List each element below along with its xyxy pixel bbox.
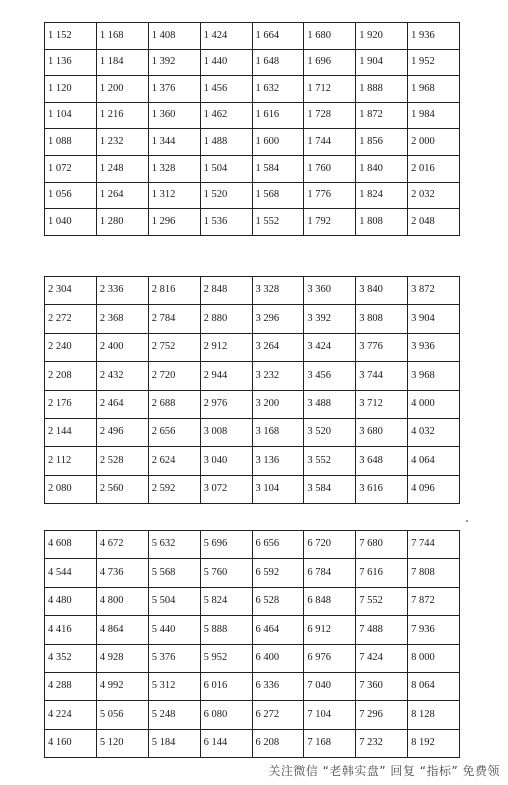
watermark-text: 关注微信 “老韩实盘” 回复 “指标” 免费领 <box>268 764 500 778</box>
table-cell: 2 464 <box>96 390 148 418</box>
table-cell: 5 248 <box>148 701 200 729</box>
table-cell: 1 504 <box>200 155 252 182</box>
table-cell: 1 040 <box>45 209 97 236</box>
table-cell: 7 488 <box>356 616 408 644</box>
table-cell: 2 080 <box>45 475 97 503</box>
table-cell: 3 360 <box>304 277 356 305</box>
table-cell: 1 936 <box>408 23 460 50</box>
table-cell: 7 168 <box>304 729 356 757</box>
table-cell: 1 856 <box>356 129 408 156</box>
table-cell: 1 648 <box>252 49 304 76</box>
table-cell: 1 216 <box>96 102 148 129</box>
table-row <box>45 587 460 615</box>
table-cell: 5 504 <box>148 587 200 615</box>
table-cell: 3 328 <box>252 277 304 305</box>
table-cell: 4 864 <box>96 616 148 644</box>
table-cell: 5 056 <box>96 701 148 729</box>
table-cell: 2 560 <box>96 475 148 503</box>
table-cell: 3 488 <box>304 390 356 418</box>
table-cell: 7 296 <box>356 701 408 729</box>
table-cell: 3 232 <box>252 362 304 390</box>
table-cell: 2 176 <box>45 390 97 418</box>
table-row <box>45 390 460 418</box>
table-cell: 1 456 <box>200 76 252 103</box>
table-cell: 3 648 <box>356 447 408 475</box>
table-cell: 1 104 <box>45 102 97 129</box>
table-row <box>45 531 460 559</box>
table-cell: 4 288 <box>45 672 97 700</box>
table-cell: 7 232 <box>356 729 408 757</box>
table-cell: 1 552 <box>252 209 304 236</box>
table-cell: 6 528 <box>252 587 304 615</box>
table-cell: 1 568 <box>252 182 304 209</box>
table-cell: 5 952 <box>200 644 252 672</box>
table-cell: 1 248 <box>96 155 148 182</box>
table-cell: 1 744 <box>304 129 356 156</box>
table-row <box>45 701 460 729</box>
table-cell: 6 336 <box>252 672 304 700</box>
table-cell: 3 712 <box>356 390 408 418</box>
table-cell: 2 208 <box>45 362 97 390</box>
number-table-3 <box>44 530 460 758</box>
table-cell: 5 120 <box>96 729 148 757</box>
table-cell: 8 128 <box>408 701 460 729</box>
table-cell: 3 552 <box>304 447 356 475</box>
table-cell: 5 824 <box>200 587 252 615</box>
table-row <box>45 23 460 50</box>
table-cell: 2 000 <box>408 129 460 156</box>
table-cell: 7 360 <box>356 672 408 700</box>
table-row <box>45 76 460 103</box>
table-cell: 7 680 <box>356 531 408 559</box>
table-cell: 7 616 <box>356 559 408 587</box>
table-row <box>45 333 460 361</box>
table-cell: 1 168 <box>96 23 148 50</box>
table-row <box>45 129 460 156</box>
table-cell: 1 840 <box>356 155 408 182</box>
table-cell: 1 056 <box>45 182 97 209</box>
table-cell: 1 462 <box>200 102 252 129</box>
table-row <box>45 305 460 333</box>
table-cell: 1 616 <box>252 102 304 129</box>
number-table-2 <box>44 276 460 504</box>
table-cell: 2 528 <box>96 447 148 475</box>
table-cell: 3 744 <box>356 362 408 390</box>
table-cell: 2 752 <box>148 333 200 361</box>
table-cell: 6 272 <box>252 701 304 729</box>
table-cell: 4 992 <box>96 672 148 700</box>
table-cell: 5 312 <box>148 672 200 700</box>
table-row <box>45 475 460 503</box>
table-cell: 2 400 <box>96 333 148 361</box>
table-cell: 4 672 <box>96 531 148 559</box>
table-cell: 4 032 <box>408 418 460 446</box>
table-row <box>45 447 460 475</box>
table-cell: 2 032 <box>408 182 460 209</box>
table-cell: 1 904 <box>356 49 408 76</box>
table-cell: 2 624 <box>148 447 200 475</box>
table-cell: 4 064 <box>408 447 460 475</box>
table-cell: 3 776 <box>356 333 408 361</box>
table-cell: 2 112 <box>45 447 97 475</box>
table-row <box>45 102 460 129</box>
table-cell: 4 928 <box>96 644 148 672</box>
table-row <box>45 362 460 390</box>
table-cell: 1 696 <box>304 49 356 76</box>
table-cell: 8 064 <box>408 672 460 700</box>
table-cell: 7 744 <box>408 531 460 559</box>
table-cell: 3 168 <box>252 418 304 446</box>
table-cell: 2 272 <box>45 305 97 333</box>
table-cell: 2 944 <box>200 362 252 390</box>
scan-speck <box>466 520 468 522</box>
table-cell: 1 872 <box>356 102 408 129</box>
table-cell: 4 096 <box>408 475 460 503</box>
table-cell: 1 440 <box>200 49 252 76</box>
table-cell: 2 144 <box>45 418 97 446</box>
table-row <box>45 49 460 76</box>
table-cell: 2 720 <box>148 362 200 390</box>
table-cell: 3 424 <box>304 333 356 361</box>
table-cell: 1 424 <box>200 23 252 50</box>
table-cell: 1 344 <box>148 129 200 156</box>
table-cell: 3 936 <box>408 333 460 361</box>
table-cell: 2 656 <box>148 418 200 446</box>
table-cell: 3 968 <box>408 362 460 390</box>
table-cell: 7 808 <box>408 559 460 587</box>
table-cell: 2 592 <box>148 475 200 503</box>
table-cell: 3 296 <box>252 305 304 333</box>
table-cell: 1 808 <box>356 209 408 236</box>
table-cell: 1 280 <box>96 209 148 236</box>
table-cell: 6 912 <box>304 616 356 644</box>
table-cell: 2 336 <box>96 277 148 305</box>
table-cell: 2 880 <box>200 305 252 333</box>
table-row <box>45 418 460 446</box>
table-cell: 6 016 <box>200 672 252 700</box>
table-cell: 1 776 <box>304 182 356 209</box>
table-cell: 1 152 <box>45 23 97 50</box>
table-cell: 1 184 <box>96 49 148 76</box>
table-cell: 6 720 <box>304 531 356 559</box>
table-cell: 1 088 <box>45 129 97 156</box>
table-cell: 3 200 <box>252 390 304 418</box>
table-cell: 2 016 <box>408 155 460 182</box>
table-row <box>45 559 460 587</box>
table-cell: 3 008 <box>200 418 252 446</box>
table-cell: 4 000 <box>408 390 460 418</box>
table-cell: 1 312 <box>148 182 200 209</box>
table-row <box>45 616 460 644</box>
table-cell: 1 360 <box>148 102 200 129</box>
table-cell: 1 520 <box>200 182 252 209</box>
table-cell: 7 424 <box>356 644 408 672</box>
table-cell: 4 800 <box>96 587 148 615</box>
table-cell: 6 976 <box>304 644 356 672</box>
table-cell: 1 824 <box>356 182 408 209</box>
table-cell: 2 048 <box>408 209 460 236</box>
table-cell: 3 040 <box>200 447 252 475</box>
table-cell: 1 728 <box>304 102 356 129</box>
table-cell: 6 464 <box>252 616 304 644</box>
table-cell: 1 296 <box>148 209 200 236</box>
table-cell: 5 376 <box>148 644 200 672</box>
table-cell: 1 264 <box>96 182 148 209</box>
table-cell: 3 680 <box>356 418 408 446</box>
table-cell: 1 584 <box>252 155 304 182</box>
table-cell: 3 392 <box>304 305 356 333</box>
table-cell: 3 264 <box>252 333 304 361</box>
table-cell: 7 936 <box>408 616 460 644</box>
table-cell: 1 536 <box>200 209 252 236</box>
table-cell: 2 976 <box>200 390 252 418</box>
table-cell: 3 840 <box>356 277 408 305</box>
table-cell: 6 400 <box>252 644 304 672</box>
table-row <box>45 644 460 672</box>
table-cell: 1 408 <box>148 23 200 50</box>
table-row <box>45 155 460 182</box>
table-cell: 3 456 <box>304 362 356 390</box>
table-cell: 2 784 <box>148 305 200 333</box>
table-cell: 5 696 <box>200 531 252 559</box>
table-cell: 1 136 <box>45 49 97 76</box>
table-cell: 1 392 <box>148 49 200 76</box>
table-cell: 1 712 <box>304 76 356 103</box>
table-cell: 1 968 <box>408 76 460 103</box>
table-cell: 2 816 <box>148 277 200 305</box>
table-cell: 3 808 <box>356 305 408 333</box>
table-cell: 2 240 <box>45 333 97 361</box>
table-cell: 7 104 <box>304 701 356 729</box>
table-cell: 1 984 <box>408 102 460 129</box>
table-cell: 4 160 <box>45 729 97 757</box>
table-row <box>45 209 460 236</box>
table-cell: 6 656 <box>252 531 304 559</box>
table-cell: 1 072 <box>45 155 97 182</box>
table-cell: 5 632 <box>148 531 200 559</box>
table-cell: 3 072 <box>200 475 252 503</box>
table-cell: 2 496 <box>96 418 148 446</box>
table-cell: 3 584 <box>304 475 356 503</box>
table-cell: 4 224 <box>45 701 97 729</box>
table-row <box>45 182 460 209</box>
table-cell: 2 368 <box>96 305 148 333</box>
table-cell: 4 608 <box>45 531 97 559</box>
table-cell: 1 488 <box>200 129 252 156</box>
table-cell: 6 208 <box>252 729 304 757</box>
table-cell: 2 304 <box>45 277 97 305</box>
table-cell: 2 432 <box>96 362 148 390</box>
table-cell: 3 104 <box>252 475 304 503</box>
table-row <box>45 277 460 305</box>
table-cell: 5 440 <box>148 616 200 644</box>
table-cell: 1 376 <box>148 76 200 103</box>
table-cell: 3 872 <box>408 277 460 305</box>
number-table-1 <box>44 22 460 236</box>
table-cell: 1 760 <box>304 155 356 182</box>
table-cell: 1 120 <box>45 76 97 103</box>
table-cell: 1 632 <box>252 76 304 103</box>
table-cell: 3 136 <box>252 447 304 475</box>
table-cell: 1 888 <box>356 76 408 103</box>
table-cell: 8 000 <box>408 644 460 672</box>
table-cell: 1 952 <box>408 49 460 76</box>
table-cell: 1 680 <box>304 23 356 50</box>
table-row <box>45 729 460 757</box>
table-cell: 1 792 <box>304 209 356 236</box>
table-cell: 6 080 <box>200 701 252 729</box>
table-cell: 4 352 <box>45 644 97 672</box>
table-cell: 3 520 <box>304 418 356 446</box>
table-cell: 7 552 <box>356 587 408 615</box>
table-cell: 4 736 <box>96 559 148 587</box>
table-cell: 5 184 <box>148 729 200 757</box>
table-cell: 6 784 <box>304 559 356 587</box>
table-cell: 5 760 <box>200 559 252 587</box>
table-cell: 3 616 <box>356 475 408 503</box>
table-cell: 1 232 <box>96 129 148 156</box>
table-row <box>45 672 460 700</box>
table-cell: 1 600 <box>252 129 304 156</box>
table-cell: 5 568 <box>148 559 200 587</box>
table-cell: 6 592 <box>252 559 304 587</box>
table-cell: 7 040 <box>304 672 356 700</box>
table-cell: 8 192 <box>408 729 460 757</box>
table-cell: 4 544 <box>45 559 97 587</box>
table-cell: 6 144 <box>200 729 252 757</box>
table-cell: 1 328 <box>148 155 200 182</box>
table-cell: 3 904 <box>408 305 460 333</box>
table-cell: 4 416 <box>45 616 97 644</box>
table-cell: 1 664 <box>252 23 304 50</box>
table-cell: 6 848 <box>304 587 356 615</box>
table-cell: 2 912 <box>200 333 252 361</box>
table-cell: 1 920 <box>356 23 408 50</box>
table-cell: 2 688 <box>148 390 200 418</box>
table-cell: 4 480 <box>45 587 97 615</box>
table-cell: 1 200 <box>96 76 148 103</box>
table-cell: 5 888 <box>200 616 252 644</box>
table-cell: 7 872 <box>408 587 460 615</box>
table-cell: 2 848 <box>200 277 252 305</box>
